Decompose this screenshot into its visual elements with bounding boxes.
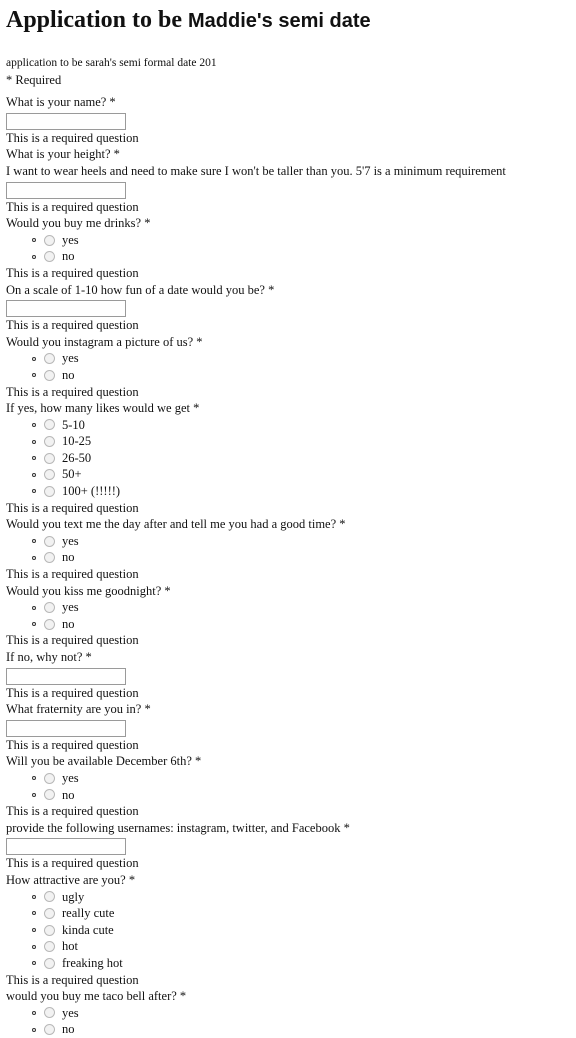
radio-button[interactable] <box>44 419 55 430</box>
radio-button[interactable] <box>44 370 55 381</box>
radio-option[interactable] <box>6 417 576 434</box>
question-fun <box>6 282 576 334</box>
question-label: would you buy me taco bell after? * <box>6 989 187 1004</box>
radio-option-label: 50+ <box>62 467 82 482</box>
list-bullet-icon <box>32 1011 36 1015</box>
radio-option[interactable] <box>6 955 576 972</box>
required-error-text: This is a required question <box>6 199 139 214</box>
required-error-text: This is a required question <box>6 972 139 987</box>
radio-option-label: yes <box>62 1005 79 1020</box>
instagram-options <box>6 350 576 383</box>
question-label: Would you kiss me goodnight? * <box>6 583 171 598</box>
required-error-text: This is a required question <box>6 318 139 333</box>
required-error-text: This is a required question <box>6 567 139 582</box>
radio-button[interactable] <box>44 773 55 784</box>
question-label: Would you instagram a picture of us? * <box>6 334 203 349</box>
text-options <box>6 533 576 566</box>
list-bullet-icon <box>32 373 36 377</box>
radio-option[interactable] <box>6 232 576 249</box>
radio-button[interactable] <box>44 619 55 630</box>
list-bullet-icon <box>32 255 36 259</box>
list-bullet-icon <box>32 606 36 610</box>
radio-option[interactable] <box>6 599 576 616</box>
form-title <box>6 4 576 37</box>
radio-option[interactable] <box>6 483 576 500</box>
list-bullet-icon <box>32 945 36 949</box>
list-bullet-icon <box>32 1028 36 1032</box>
radio-button[interactable] <box>44 908 55 919</box>
radio-option-label: no <box>62 249 75 264</box>
radio-option[interactable] <box>6 533 576 550</box>
attractive-options <box>6 889 576 972</box>
radio-option-label: really cute <box>62 906 115 921</box>
radio-option-label: yes <box>62 770 79 785</box>
radio-option-label: yes <box>62 351 79 366</box>
list-bullet-icon <box>32 556 36 560</box>
radio-option-label: no <box>62 367 75 382</box>
question-label: Will you be available December 6th? * <box>6 754 202 769</box>
question-instagram <box>6 334 576 400</box>
list-bullet-icon <box>32 440 36 444</box>
form-description: application to be sarah's semi formal date 201 <box>6 57 217 69</box>
radio-button[interactable] <box>44 891 55 902</box>
radio-option-label: no <box>62 1022 75 1037</box>
list-bullet-icon <box>32 895 36 899</box>
form-title-part1: Application to be <box>6 7 183 33</box>
radio-option[interactable] <box>6 905 576 922</box>
list-bullet-icon <box>32 776 36 780</box>
list-bullet-icon <box>32 961 36 965</box>
required-error-text: This is a required question <box>6 685 139 700</box>
list-bullet-icon <box>32 357 36 361</box>
form-title-part2: Maddie's semi date <box>188 10 371 32</box>
question-label: Would you buy me drinks? * <box>6 216 151 231</box>
list-bullet-icon <box>32 928 36 932</box>
question-label: If no, why not? * <box>6 650 92 664</box>
radio-option-label: yes <box>62 232 79 247</box>
radio-option-label: yes <box>62 600 79 615</box>
question-fraternity <box>6 701 576 753</box>
usernames-input[interactable] <box>6 838 126 855</box>
list-bullet-icon <box>32 622 36 626</box>
radio-button[interactable] <box>44 602 55 613</box>
list-bullet-icon <box>32 473 36 477</box>
radio-option[interactable] <box>6 450 576 467</box>
radio-button[interactable] <box>44 925 55 936</box>
required-error-text: This is a required question <box>6 804 139 819</box>
radio-option-label: 5-10 <box>62 417 85 432</box>
required-error-text: This is a required question <box>6 633 139 648</box>
name-input[interactable] <box>6 113 126 130</box>
radio-button[interactable] <box>44 235 55 246</box>
question-label: On a scale of 1-10 how fun of a date would you be? * <box>6 282 275 297</box>
radio-option[interactable] <box>6 466 576 483</box>
radio-button[interactable] <box>44 958 55 969</box>
radio-option[interactable] <box>6 889 576 906</box>
list-bullet-icon <box>32 456 36 460</box>
required-error-text: This is a required question <box>6 737 139 752</box>
required-error-text: This is a required question <box>6 500 139 515</box>
list-bullet-icon <box>32 489 36 493</box>
question-kiss <box>6 583 576 649</box>
question-height <box>6 146 576 215</box>
radio-option[interactable] <box>6 922 576 939</box>
radio-button[interactable] <box>44 251 55 262</box>
radio-option-label: 100+ (!!!!!) <box>62 484 121 499</box>
required-error-text: This is a required question <box>6 384 139 399</box>
radio-option-label: 10-25 <box>62 434 92 449</box>
radio-option[interactable] <box>6 433 576 450</box>
required-error-text: This is a required question <box>6 856 139 871</box>
radio-option[interactable] <box>6 1005 576 1022</box>
radio-button[interactable] <box>44 1007 55 1018</box>
list-bullet-icon <box>32 423 36 427</box>
radio-button[interactable] <box>44 436 55 447</box>
radio-button[interactable] <box>44 552 55 563</box>
likes-options <box>6 417 576 500</box>
question-label: What is your name? * <box>6 95 116 110</box>
radio-option[interactable] <box>6 770 576 787</box>
question-label: Would you text me the day after and tell me you had a good time? * <box>6 517 346 532</box>
radio-option-label: 26-50 <box>62 450 92 465</box>
list-bullet-icon <box>32 238 36 242</box>
radio-option[interactable] <box>6 787 576 804</box>
required-error-text: This is a required question <box>6 130 139 145</box>
question-december <box>6 753 576 819</box>
kiss-options <box>6 599 576 632</box>
radio-button[interactable] <box>44 789 55 800</box>
question-attractive <box>6 872 576 988</box>
question-usernames <box>6 820 576 872</box>
whynot-input[interactable] <box>6 668 126 685</box>
radio-option-label: freaking hot <box>62 955 123 970</box>
question-name <box>6 94 576 146</box>
question-help-text: I want to wear heels and need to make sure I won't be taller than you. 5'7 is a minimum requirement <box>6 163 506 178</box>
question-label: What fraternity are you in? * <box>6 702 151 717</box>
tacobell-options <box>6 1005 576 1038</box>
radio-button[interactable] <box>44 1024 55 1035</box>
radio-button[interactable] <box>44 353 55 364</box>
list-bullet-icon <box>32 793 36 797</box>
radio-option[interactable] <box>6 350 576 367</box>
question-whynot <box>6 649 576 701</box>
question-drinks <box>6 215 576 281</box>
radio-option-label: no <box>62 550 75 565</box>
list-bullet-icon <box>32 911 36 915</box>
radio-option[interactable] <box>6 248 576 265</box>
radio-option-label: no <box>62 616 75 631</box>
radio-option-label: hot <box>62 939 78 954</box>
list-bullet-icon <box>32 539 36 543</box>
radio-button[interactable] <box>44 941 55 952</box>
question-label: How attractive are you? * <box>6 872 136 887</box>
fun-input[interactable] <box>6 300 126 317</box>
radio-option[interactable] <box>6 938 576 955</box>
drinks-options <box>6 232 576 265</box>
radio-button[interactable] <box>44 486 55 497</box>
radio-option-label: kinda cute <box>62 922 114 937</box>
required-error-text: This is a required question <box>6 265 139 280</box>
question-label: What is your height? * <box>6 147 120 162</box>
radio-option[interactable] <box>6 367 576 384</box>
fraternity-input[interactable] <box>6 720 126 737</box>
december-options <box>6 770 576 803</box>
radio-option-label: yes <box>62 533 79 548</box>
radio-option[interactable] <box>6 616 576 633</box>
radio-option-label: ugly <box>62 889 85 904</box>
radio-button[interactable] <box>44 453 55 464</box>
question-label: provide the following usernames: instagram, twitter, and Facebook * <box>6 820 350 835</box>
question-likes <box>6 400 576 516</box>
required-note: * Required <box>6 72 62 87</box>
question-tacobell <box>6 988 576 1038</box>
question-text <box>6 516 576 582</box>
question-list <box>6 94 576 1038</box>
height-input[interactable] <box>6 182 126 199</box>
radio-option[interactable] <box>6 549 576 566</box>
question-label: If yes, how many likes would we get * <box>6 401 200 416</box>
radio-button[interactable] <box>44 536 55 547</box>
radio-button[interactable] <box>44 469 55 480</box>
radio-option-label: no <box>62 787 75 802</box>
